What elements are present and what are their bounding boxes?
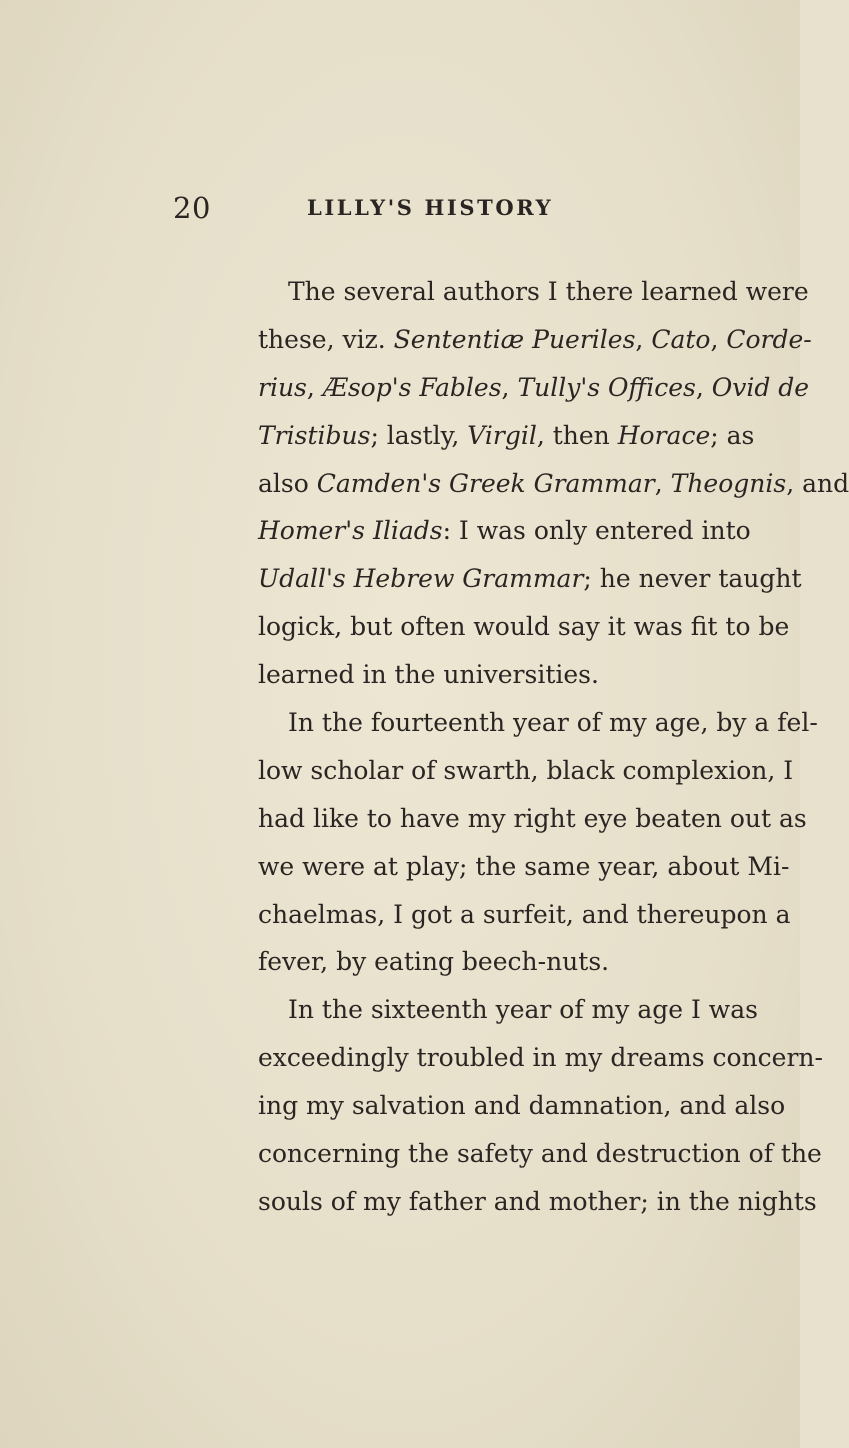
text-line: rius, Æsop's Fables, Tully's Offices, Ovid de: [258, 372, 810, 402]
page-number: 20: [173, 191, 211, 225]
text-line: Homer's Iliads: I was only entered into: [258, 516, 751, 546]
text-line: Udall's Hebrew Grammar; he never taught: [258, 564, 802, 594]
page-header: [0, 188, 800, 228]
text-line: Tristibus; lastly, Virgil, then Horace; as: [258, 420, 755, 450]
text-line: these, viz. Sententiæ Pueriles, Cato, Corde-: [258, 324, 812, 354]
text-line: ing my salvation and damnation, and also: [258, 1091, 786, 1121]
text-line: In the sixteenth year of my age I was: [288, 995, 758, 1025]
text-line: learned in the universities.: [258, 660, 599, 690]
running-head: LILLY'S HISTORY: [307, 195, 554, 220]
text-line: we were at play; the same year, about Mi-: [258, 851, 790, 881]
text-line: exceedingly troubled in my dreams concern-: [258, 1043, 823, 1073]
text-line: had like to have my right eye beaten out as: [258, 803, 807, 833]
text-line: logick, but often would say it was fit to be: [258, 612, 790, 642]
text-line: fever, by eating beech-nuts.: [258, 947, 610, 977]
body-text: [258, 268, 849, 1226]
text-line: concerning the safety and destruction of the: [258, 1139, 822, 1169]
text-line: also Camden's Greek Grammar, Theognis, and: [258, 468, 849, 498]
text-line: chaelmas, I got a surfeit, and thereupon a: [258, 899, 791, 929]
text-line: In the fourteenth year of my age, by a fel-: [288, 708, 818, 738]
text-line: souls of my father and mother; in the nights: [258, 1186, 817, 1216]
text-line: low scholar of swarth, black complexion, I: [258, 755, 794, 785]
text-line: The several authors I there learned were: [288, 277, 809, 306]
